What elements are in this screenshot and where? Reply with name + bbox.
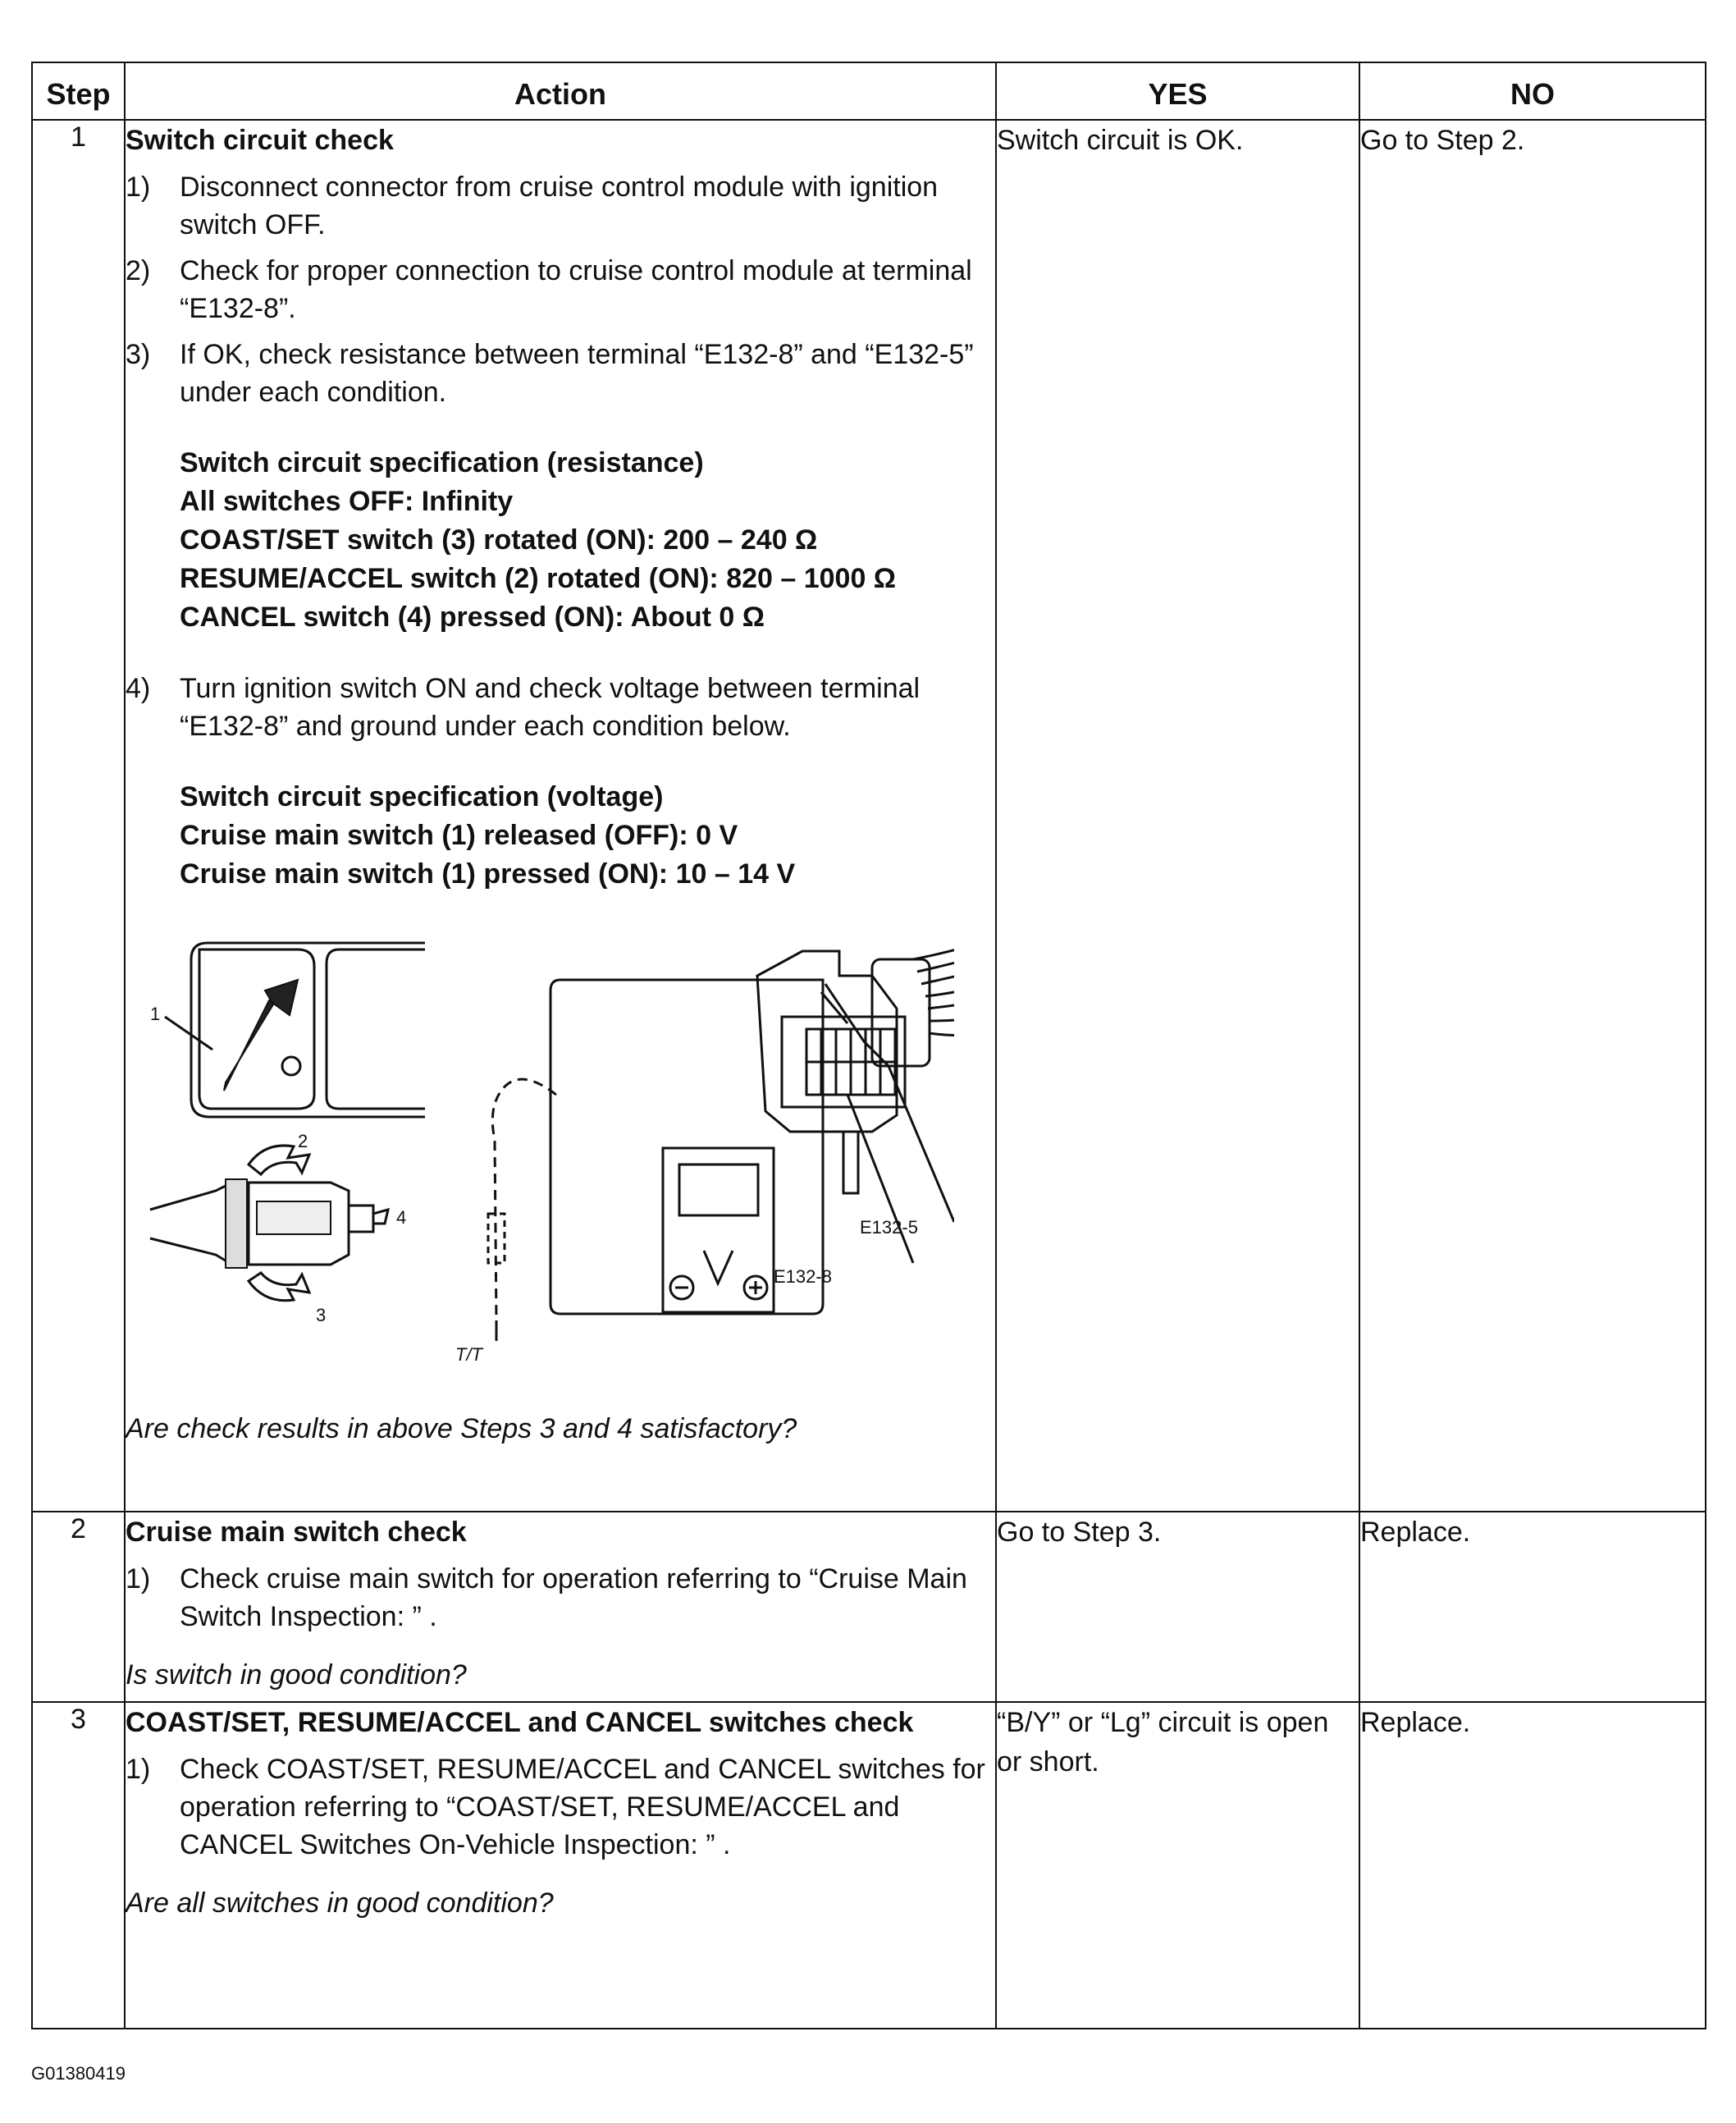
action-cell — [125, 1512, 996, 1702]
item-text: If OK, check resistance between terminal “E132-8” and “E132-5” under each condition. — [180, 339, 974, 408]
item-number: 4) — [126, 673, 151, 704]
header-yes: YES — [996, 62, 1359, 120]
label-e132-8: E132-8 — [774, 1266, 832, 1287]
item-number: 1) — [126, 1563, 151, 1595]
item-number: 2) — [126, 255, 151, 286]
list-item — [126, 252, 995, 327]
spec-line: COAST/SET switch (3) rotated (ON): 200 – 240 Ω — [180, 524, 818, 556]
action-cell — [125, 1702, 996, 2029]
switch-connector-illustration — [134, 927, 954, 1386]
spec-line: Cruise main switch (1) released (OFF): 0 V — [180, 820, 738, 851]
yes-cell: Switch circuit is OK. — [996, 120, 1359, 1512]
item-text: Disconnect connector from cruise control module with ignition switch OFF. — [180, 172, 939, 240]
label-1: 1 — [150, 1004, 161, 1024]
figure-code: G01380419 — [31, 2063, 126, 2084]
item-text: Check COAST/SET, RESUME/ACCEL and CANCEL switches for operation referring to “COAST/SET, RESUME/ACCEL and CANCEL Switches On-Vehicle Inspection: ” . — [180, 1754, 985, 1860]
diagnostic-table — [31, 62, 1706, 2029]
spec-line: RESUME/ACCEL switch (2) rotated (ON): 820 – 1000 Ω — [180, 563, 897, 594]
spec-line: Switch circuit specification (voltage) — [180, 781, 664, 812]
no-cell: Replace. — [1359, 1512, 1706, 1702]
table-row — [32, 1702, 1706, 2029]
action-title: Cruise main switch check — [126, 1517, 467, 1548]
no-cell: Replace. — [1359, 1702, 1706, 2029]
table-row — [32, 1512, 1706, 1702]
spec-line: CANCEL switch (4) pressed (ON): About 0 Ω — [180, 602, 765, 633]
no-cell: Go to Step 2. — [1359, 120, 1706, 1512]
step-question: Is switch in good condition? — [126, 1659, 467, 1691]
label-2: 2 — [298, 1131, 308, 1151]
spec-line: All switches OFF: Infinity — [180, 486, 514, 517]
action-cell — [125, 120, 996, 1512]
label-4: 4 — [396, 1207, 407, 1228]
step-number: 1 — [32, 120, 125, 1512]
resistance-spec — [180, 444, 995, 637]
step-question: Are all switches in good condition? — [126, 1887, 554, 1919]
list-item — [126, 168, 995, 244]
spec-line: Switch circuit specification (resistance) — [180, 447, 704, 478]
list-item — [126, 336, 995, 411]
label-e132-5: E132-5 — [860, 1217, 918, 1238]
header-action: Action — [125, 62, 996, 120]
list-item — [126, 1560, 995, 1636]
yes-cell: “B/Y” or “Lg” circuit is open or short. — [996, 1702, 1359, 2029]
list-item — [126, 670, 995, 745]
label-3: 3 — [316, 1305, 327, 1325]
action-title: Switch circuit check — [126, 125, 394, 156]
item-number: 1) — [126, 172, 151, 203]
item-number: 3) — [126, 339, 151, 370]
header-row — [32, 62, 1706, 120]
item-text: Check cruise main switch for operation referring to “Cruise Main Switch Inspection: ” . — [180, 1563, 967, 1632]
header-step: Step — [32, 62, 125, 120]
header-no: NO — [1359, 62, 1706, 120]
voltage-spec — [180, 778, 995, 894]
label-ground: T/T — [455, 1344, 482, 1365]
table-row — [32, 120, 1706, 1512]
list-item — [126, 1750, 995, 1864]
action-title: COAST/SET, RESUME/ACCEL and CANCEL switches check — [126, 1707, 914, 1738]
wiring-figure — [134, 927, 995, 1402]
spec-line: Cruise main switch (1) pressed (ON): 10 – 14 V — [180, 858, 796, 890]
item-text: Check for proper connection to cruise control module at terminal “E132-8”. — [180, 255, 972, 324]
step-number: 2 — [32, 1512, 125, 1702]
item-number: 1) — [126, 1754, 151, 1785]
step-question: Are check results in above Steps 3 and 4 satisfactory? — [126, 1413, 797, 1444]
item-text: Turn ignition switch ON and check voltage between terminal “E132-8” and ground under each condition below. — [180, 673, 921, 742]
yes-cell: Go to Step 3. — [996, 1512, 1359, 1702]
step-number: 3 — [32, 1702, 125, 2029]
